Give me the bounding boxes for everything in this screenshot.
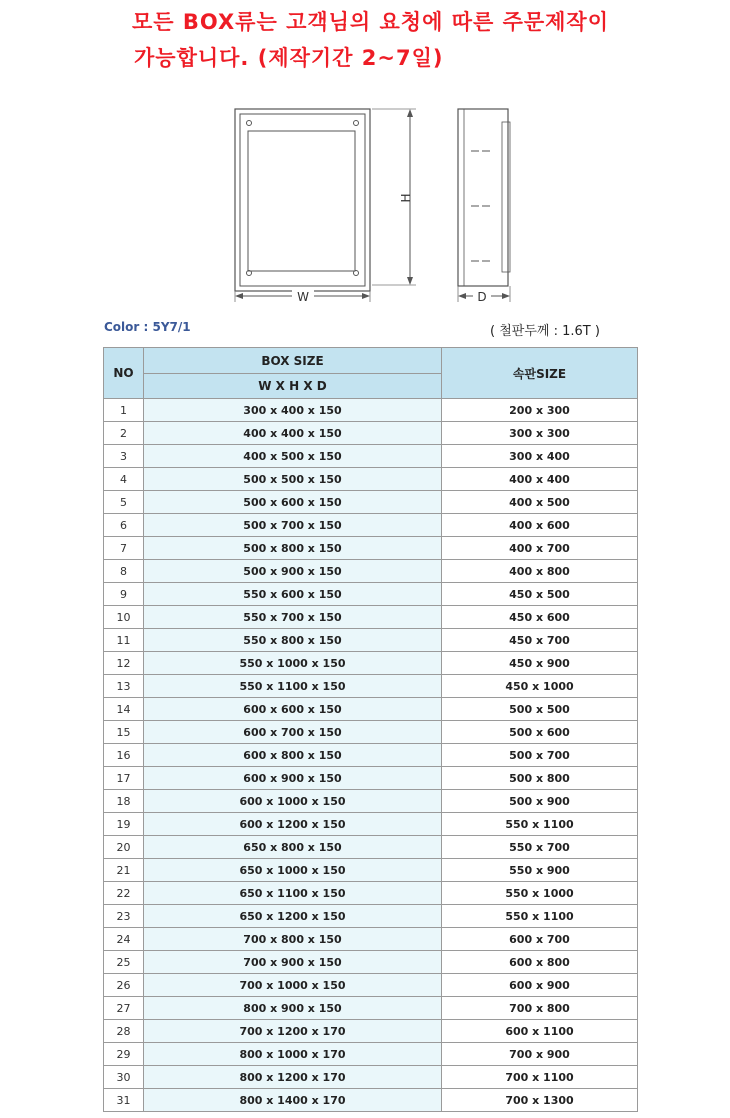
table-row (104, 606, 638, 629)
inner-size-cell: 550 x 1100 (442, 813, 638, 836)
row-number: 27 (104, 997, 144, 1020)
row-number: 22 (104, 882, 144, 905)
inner-size-cell: 700 x 1300 (442, 1089, 638, 1112)
thickness-spec: ( 철판두께 : 1.6T ) (490, 324, 600, 339)
inner-size-cell: 600 x 700 (442, 928, 638, 951)
row-number: 20 (104, 836, 144, 859)
row-number: 11 (104, 629, 144, 652)
inner-size-cell: 300 x 400 (442, 445, 638, 468)
inner-size-cell: 400 x 500 (442, 491, 638, 514)
box-size-cell: 800 x 900 x 150 (144, 997, 442, 1020)
table-row (104, 1020, 638, 1043)
box-size-cell: 500 x 500 x 150 (144, 468, 442, 491)
row-number: 2 (104, 422, 144, 445)
table-row (104, 583, 638, 606)
box-size-cell: 600 x 1000 x 150 (144, 790, 442, 813)
row-number: 19 (104, 813, 144, 836)
row-number: 18 (104, 790, 144, 813)
box-size-cell: 400 x 500 x 150 (144, 445, 442, 468)
row-number: 30 (104, 1066, 144, 1089)
inner-size-cell: 600 x 900 (442, 974, 638, 997)
table-row (104, 675, 638, 698)
table-row (104, 905, 638, 928)
table-row (104, 767, 638, 790)
box-size-table (103, 347, 638, 1112)
inner-size-cell: 700 x 800 (442, 997, 638, 1020)
table-row (104, 836, 638, 859)
inner-size-cell: 400 x 800 (442, 560, 638, 583)
inner-size-cell: 700 x 1100 (442, 1066, 638, 1089)
table-row (104, 721, 638, 744)
table-row (104, 445, 638, 468)
row-number: 12 (104, 652, 144, 675)
header-inner-size: 속판SIZE (442, 348, 638, 399)
table-row (104, 652, 638, 675)
box-size-cell: 400 x 400 x 150 (144, 422, 442, 445)
row-number: 10 (104, 606, 144, 629)
inner-size-cell: 450 x 600 (442, 606, 638, 629)
row-number: 14 (104, 698, 144, 721)
table-row (104, 422, 638, 445)
box-size-cell: 600 x 900 x 150 (144, 767, 442, 790)
row-number: 15 (104, 721, 144, 744)
header-box-dimensions: W X H X D (144, 374, 442, 399)
row-number: 5 (104, 491, 144, 514)
inner-size-cell: 500 x 700 (442, 744, 638, 767)
inner-size-cell: 450 x 500 (442, 583, 638, 606)
depth-label: D (477, 290, 487, 304)
inner-size-cell: 400 x 600 (442, 514, 638, 537)
box-size-cell: 550 x 1000 x 150 (144, 652, 442, 675)
box-size-cell: 600 x 1200 x 150 (144, 813, 442, 836)
notice-line-2: 가능합니다. (제작기간 2~7일) (134, 46, 444, 70)
box-size-cell: 700 x 1000 x 150 (144, 974, 442, 997)
box-size-cell: 800 x 1400 x 170 (144, 1089, 442, 1112)
box-size-cell: 600 x 700 x 150 (144, 721, 442, 744)
row-number: 26 (104, 974, 144, 997)
table-row (104, 813, 638, 836)
header-no: NO (104, 348, 144, 399)
inner-size-cell: 400 x 700 (442, 537, 638, 560)
table-row (104, 951, 638, 974)
box-size-cell: 650 x 1100 x 150 (144, 882, 442, 905)
row-number: 24 (104, 928, 144, 951)
box-size-cell: 800 x 1200 x 170 (144, 1066, 442, 1089)
box-size-cell: 550 x 600 x 150 (144, 583, 442, 606)
box-front-outer (235, 109, 370, 291)
box-size-cell: 600 x 800 x 150 (144, 744, 442, 767)
row-number: 8 (104, 560, 144, 583)
row-number: 25 (104, 951, 144, 974)
box-size-cell: 700 x 1200 x 170 (144, 1020, 442, 1043)
table-row (104, 514, 638, 537)
inner-size-cell: 500 x 900 (442, 790, 638, 813)
inner-size-cell: 600 x 1100 (442, 1020, 638, 1043)
inner-size-cell: 300 x 300 (442, 422, 638, 445)
inner-size-cell: 500 x 600 (442, 721, 638, 744)
table-row (104, 491, 638, 514)
box-size-cell: 500 x 800 x 150 (144, 537, 442, 560)
row-number: 1 (104, 399, 144, 422)
color-spec: Color : 5Y7/1 (104, 320, 191, 334)
table-row (104, 560, 638, 583)
row-number: 7 (104, 537, 144, 560)
inner-size-cell: 550 x 1100 (442, 905, 638, 928)
box-size-cell: 550 x 800 x 150 (144, 629, 442, 652)
box-side-view (458, 109, 508, 286)
row-number: 29 (104, 1043, 144, 1066)
header-box-size: BOX SIZE (144, 348, 442, 374)
inner-size-cell: 500 x 800 (442, 767, 638, 790)
box-size-cell: 550 x 1100 x 150 (144, 675, 442, 698)
inner-size-cell: 700 x 900 (442, 1043, 638, 1066)
table-row (104, 537, 638, 560)
box-size-cell: 650 x 1000 x 150 (144, 859, 442, 882)
box-size-cell: 500 x 700 x 150 (144, 514, 442, 537)
box-size-cell: 700 x 800 x 150 (144, 928, 442, 951)
box-size-cell: 800 x 1000 x 170 (144, 1043, 442, 1066)
box-size-cell: 300 x 400 x 150 (144, 399, 442, 422)
table-body (104, 399, 638, 1112)
table-row (104, 744, 638, 767)
table-row (104, 468, 638, 491)
table-row (104, 698, 638, 721)
inner-size-cell: 600 x 800 (442, 951, 638, 974)
table-row (104, 859, 638, 882)
box-dimension-diagram (230, 104, 520, 309)
table-row (104, 1089, 638, 1112)
table-row (104, 399, 638, 422)
table-row (104, 882, 638, 905)
table-row (104, 790, 638, 813)
height-label: H (399, 193, 413, 203)
box-size-cell: 500 x 600 x 150 (144, 491, 442, 514)
table-row (104, 1066, 638, 1089)
row-number: 28 (104, 1020, 144, 1043)
table-row (104, 974, 638, 997)
box-size-cell: 650 x 800 x 150 (144, 836, 442, 859)
box-size-cell: 550 x 700 x 150 (144, 606, 442, 629)
width-label: W (297, 290, 309, 304)
row-number: 13 (104, 675, 144, 698)
row-number: 6 (104, 514, 144, 537)
row-number: 17 (104, 767, 144, 790)
notice-line-1: 모든 BOX류는 고객님의 요청에 따른 주문제작이 (132, 10, 610, 34)
row-number: 16 (104, 744, 144, 767)
table-row (104, 997, 638, 1020)
row-number: 31 (104, 1089, 144, 1112)
inner-size-cell: 400 x 400 (442, 468, 638, 491)
inner-size-cell: 200 x 300 (442, 399, 638, 422)
row-number: 21 (104, 859, 144, 882)
row-number: 3 (104, 445, 144, 468)
row-number: 9 (104, 583, 144, 606)
inner-size-cell: 450 x 900 (442, 652, 638, 675)
inner-size-cell: 550 x 700 (442, 836, 638, 859)
inner-size-cell: 450 x 700 (442, 629, 638, 652)
box-size-cell: 600 x 600 x 150 (144, 698, 442, 721)
table-row (104, 928, 638, 951)
box-size-cell: 700 x 900 x 150 (144, 951, 442, 974)
inner-size-cell: 550 x 1000 (442, 882, 638, 905)
inner-size-cell: 550 x 900 (442, 859, 638, 882)
table-row (104, 629, 638, 652)
box-size-cell: 500 x 900 x 150 (144, 560, 442, 583)
inner-size-cell: 500 x 500 (442, 698, 638, 721)
table-row (104, 1043, 638, 1066)
box-size-cell: 650 x 1200 x 150 (144, 905, 442, 928)
row-number: 23 (104, 905, 144, 928)
inner-size-cell: 450 x 1000 (442, 675, 638, 698)
row-number: 4 (104, 468, 144, 491)
